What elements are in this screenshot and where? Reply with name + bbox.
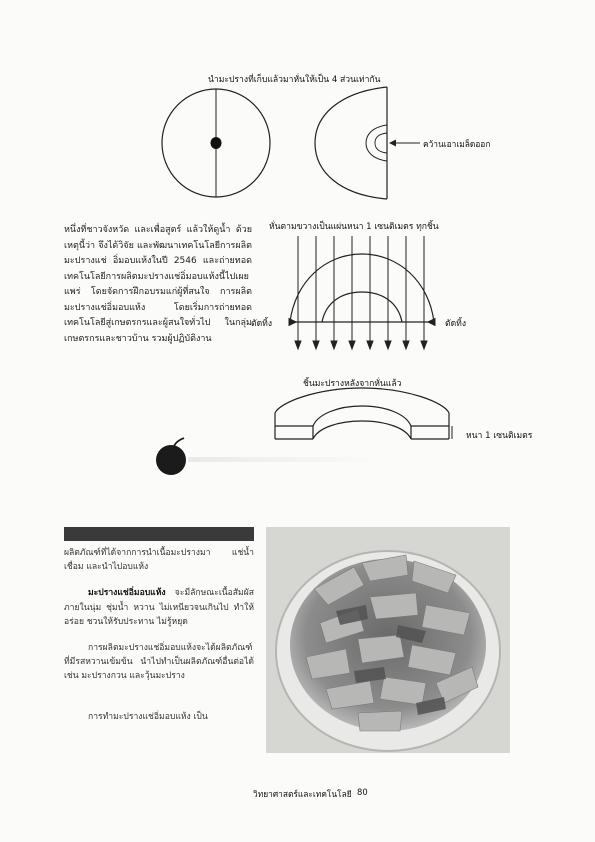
paragraph-1: ผลิตภัณฑ์ที่ได้จากการนำเนื้อมะปรางมา แช่น้ำเชื่อม และนำไปอบแห้ง: [64, 548, 254, 573]
paragraph-4: การทำมะปรางแช่อิ่มอบแห้ง เป็น: [88, 711, 208, 722]
product-name-highlight: มะปรางแช่อิ่มอบแห้ง: [88, 588, 166, 599]
paragraph-2-rest: จะมีลักษณะเนื้อสัมผัสภายในนุ่ม ชุ่มน้ำ หวาน ไม่เหนียวจนเกินไป ทำให้อร่อย ชวนให้รับประทาน ไม่รู้หยุด: [64, 588, 254, 627]
trim-left-label: ตัดทิ้ง: [251, 319, 273, 329]
figure2-caption: หั่นตามขวางเป็นแผ่นหนา 1 เซนติเมตร ทุกชิ้น: [269, 222, 439, 232]
figure1-caption: นำมะปรางที่เก็บแล้วมาหั่นให้เป็น 4 ส่วนเท่ากัน: [208, 75, 381, 85]
lower-text-block: [64, 546, 254, 724]
figure3-caption: ชิ้นมะปรางหลังจากหั่นแล้ว: [303, 379, 402, 389]
footer-text: วิทยาศาสตร์และเทคโนโลยี: [253, 789, 352, 799]
faint-scan-mark: [188, 457, 378, 462]
section-header-bar: [64, 527, 254, 541]
sliced-piece-drawing: [275, 388, 452, 439]
seed-removal-label: คว้านเอาเมล็ดออก: [423, 139, 491, 149]
trim-right-label: ตัดทิ้ง: [445, 319, 467, 329]
thickness-label: หนา 1 เซนติเมตร: [466, 431, 533, 441]
intro-paragraph: หนึ่งที่ชาวจังหวัด และเพื่อสูตร์ แล้วให้ดูน้ำ ด้วยเหตุนี้ว่า จึงได้วิจัย และพัฒนาเทคโนโลยีการผลิตมะปรางแช่ อิ่มอบแห้งในปี 2546 และถ่ายทอดเทคโนโลยีการผลิตมะปรางแช่อิ่มอบแห้งนี้ไปเผยแพร่ โดยจัดการฝึกอบรมแก่ผู้ที่สนใจ การผลิตมะปรางแช่อิ่มอบแห้ง โดยเริ่มการถ่ายทอดเทคโนโลยีสู่เกษตรกรและผู้สนใจทั่วไป ในกลุ่มเกษตรกรและชาวบ้าน รวมผู้ปฏิบัติงาน: [64, 225, 252, 344]
paragraph-3: การผลิตมะปรางแช่อิ่มอบแห้งจะได้ผลิตภัณฑ์ที่มีรสหวานเข้มข้น นำไปทำเป็นผลิตภัณฑ์อื่นต่อได้ เช่น มะปรางกวน และวุ้นมะปราง: [64, 643, 254, 682]
dried-fruit-bowl-photo: [266, 527, 510, 753]
fruit-illustration-icon: [150, 436, 192, 478]
page-number: 80: [357, 787, 368, 797]
paragraph-2: [64, 586, 254, 629]
